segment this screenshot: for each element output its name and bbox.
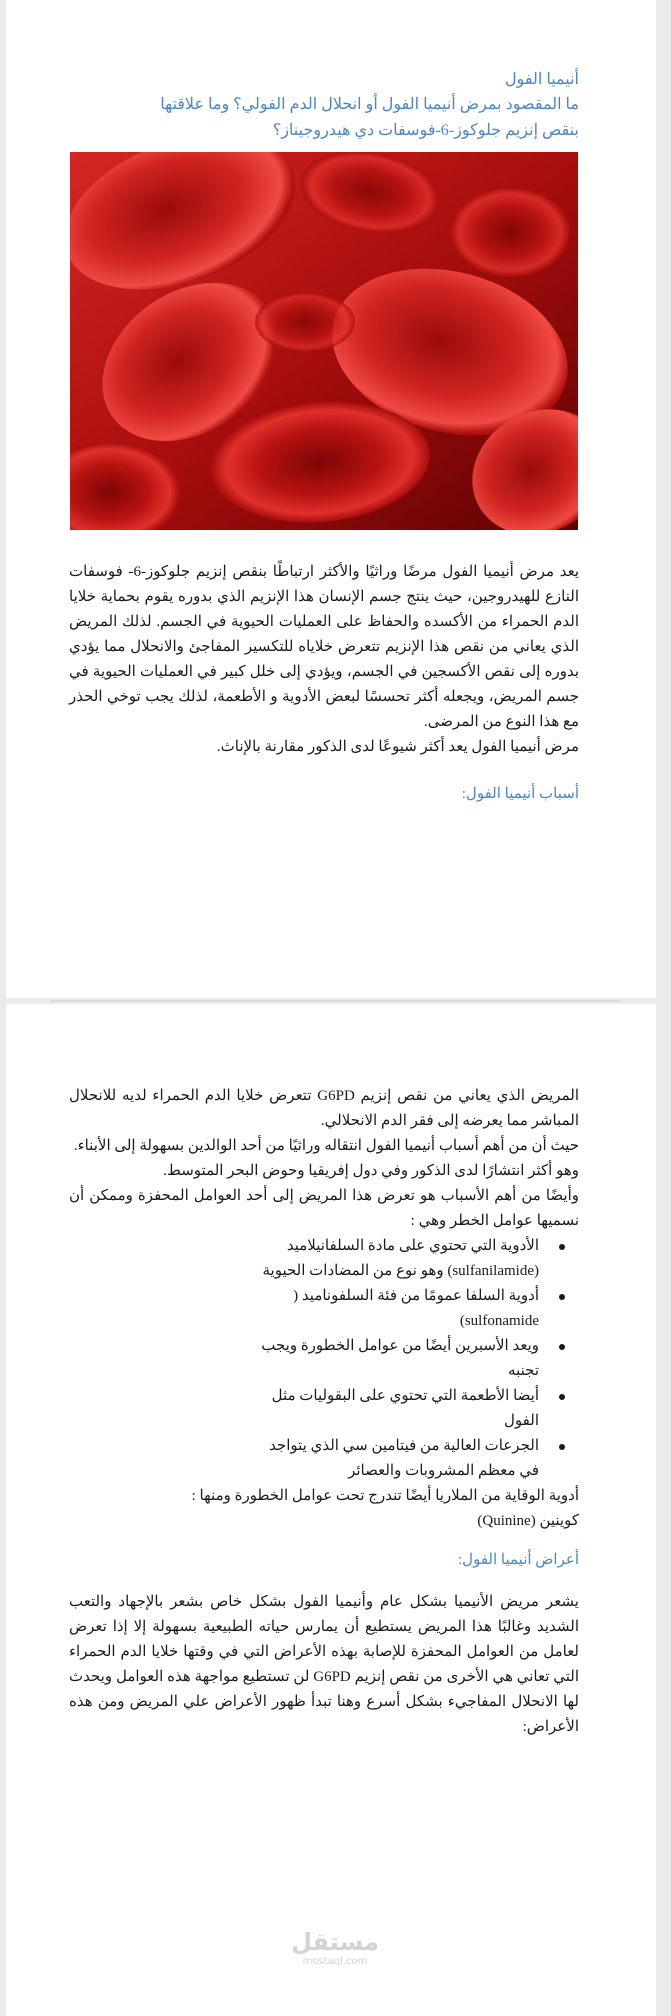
bullet-dot — [559, 1244, 565, 1250]
mostaql-watermark — [290, 1928, 380, 1968]
page-title: أنيميا الفول — [505, 71, 579, 88]
page-subtitle-line2: بنقص إنزيم جلوكوز-6-فوسفات دي هيدروجيناز؟ — [272, 122, 579, 139]
red-blood-cells-illustration — [70, 152, 578, 530]
bullet-dot — [559, 1444, 565, 1450]
causes-paragraph-3: وهو أكثر انتشارًا لدى الذكور وفي دول إفريقيا وحوض البحر المتوسط. — [163, 1163, 579, 1179]
page1-header — [69, 68, 579, 144]
list-item-text: الأدوية التي تحتوي على مادة السلفانيلاميد (sulfanilamide) وهو نوع من المضادات الحيوية — [262, 1238, 539, 1279]
causes-paragraph-1: المريض الذي يعاني من نقص إنزيم G6PD تتعرض خلايا الدم الحمراء لديه للانحلال المباشر مما يعرضه إلى فقر الدم الانحلالي. — [69, 1088, 579, 1129]
causes-paragraph-2: حيث أن من أهم أسباب أنيميا الفول انتقاله وراثيًا من أحد الوالدين بسهولة إلى الأبناء. — [73, 1138, 579, 1154]
intro-paragraph: يعد مرض أنيميا الفول مرضًا وراثيًا والأكثر ارتباطًا بنقص إنزيم جلوكوز-6- فوسفات النازع للهيدروجين، حيث ينتج جسم الإنسان هذا الإنزيم الذي بدوره يقوم بحماية خلايا الدم الحمراء من الأكسده والحفاظ على العمليات الحيوية في الجسم. لذلك المريض الذي يعاني من نقص هذا الإنزيم تتعرض خلاياه للتكسير المفاجئ والانحلال مما يؤدي بدوره إلى نقص الأكسجين في الجسم، ويؤدي إلى خلل كبير في العمليات الحيوية في جسم المريض، ويجعله أكثر تحسسًا لبعض الأدوية و الأطعمة، لذلك يجب توخي الحذر مع هذا النوع من المرضى. — [69, 564, 580, 730]
malaria-drugs-paragraph: أدوية الوقاية من الملاريا أيضًا تندرج تحت عوامل الخطورة ومنها : — [191, 1488, 579, 1504]
page2-body — [69, 1084, 579, 1740]
causes-paragraph-4: وأيضًا من أهم الأسباب هو تعرض هذا المريض إلى أحد العوامل المحفزة وممكن أن نسميها عوامل الخطر وهي : — [69, 1188, 579, 1229]
symptoms-heading: أعراض أنيميا الفول: — [458, 1552, 579, 1568]
bullet-dot — [559, 1344, 565, 1350]
bullet-dot — [559, 1394, 565, 1400]
red-blood-cells-image — [70, 152, 578, 530]
list-item — [259, 1284, 543, 1334]
causes-heading: أسباب أنيميا الفول: — [461, 786, 579, 802]
list-item-text: ويعد الأسبرين أيضًا من عوامل الخطورة ويجب تجنبه — [261, 1338, 539, 1379]
document-page-1 — [6, 0, 656, 998]
list-item — [259, 1334, 543, 1384]
page-subtitle-line1: ما المقصود بمرض أنيميا الفول أو انحلال الدم الفولي؟ وما علاقتها — [160, 96, 579, 113]
quinine-line: كوينين (Quinine) — [477, 1513, 579, 1529]
symptoms-paragraph: يشعر مريض الأنيميا بشكل عام وأنيميا الفول بشكل خاص بشعر بالإجهاد والتعب الشديد وغالبًا هذا المريض يستطيع أن يمارس حياته الطبيعية بسهولة إلا إذا تعرض لعامل من العوامل المحفزة للإصابة بهذه الأعراض التي في وقتها خلايا الدم الحمراء التي تعاني هي الأخرى من نقص إنزيم G6PD لن تستطيع مواجهة هذه العوامل ويحدث لها الانحلال المفاجيء بشكل أسرع وهنا تبدأ ظهور الأعراض علي المريض ومن هذه الأعراض: — [69, 1594, 579, 1735]
bullet-dot — [559, 1294, 565, 1300]
list-item-text: أيضا الأطعمة التي تحتوي على البقوليات مثل الفول — [271, 1388, 539, 1429]
page1-body — [69, 560, 579, 806]
prevalence-paragraph: مرض أنيميا الفول يعد أكثر شيوعًا لدى الذكور مقارنة بالإناث. — [216, 739, 579, 755]
list-item-text: الجرعات العالية من فيتامين سي الذي يتواجد في معظم المشروبات والعصائر — [269, 1438, 539, 1479]
risk-factors-list — [69, 1234, 579, 1484]
watermark-url: mostaql.com — [302, 1956, 368, 1967]
list-item — [259, 1384, 543, 1434]
watermark-logo-text: مستقل — [291, 1928, 379, 1956]
list-item — [259, 1434, 543, 1484]
page-divider — [50, 1000, 620, 1002]
list-item — [259, 1234, 543, 1284]
document-page-2 — [6, 1004, 656, 2016]
list-item-text: أدوية السلفا عمومًا من فئة السلفوناميد ( sulfonamide) — [293, 1288, 539, 1329]
